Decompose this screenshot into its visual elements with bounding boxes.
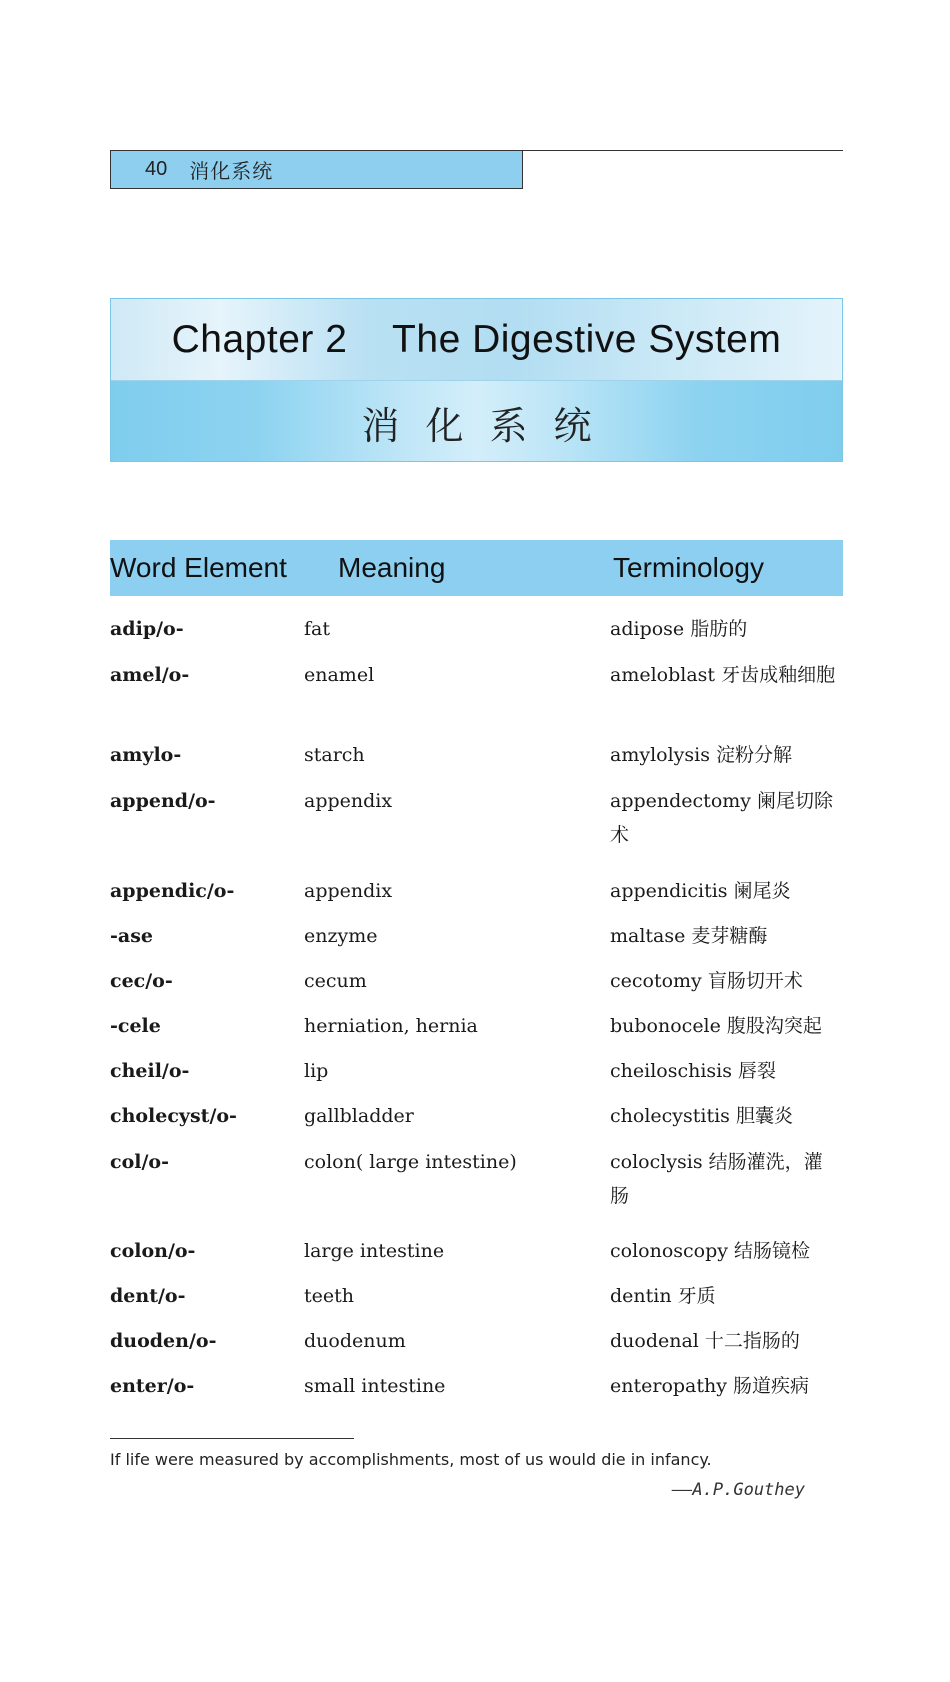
meaning: enzyme [304,925,378,947]
chapter-banner [110,298,843,462]
terminology: cheiloschisis 唇裂 [610,1060,777,1082]
meaning: herniation, hernia [304,1015,478,1037]
terminology: ameloblast 牙齿成釉细胞 [610,664,836,686]
meaning: fat [304,618,330,640]
meaning: lip [304,1060,329,1082]
terminology: dentin 牙质 [610,1285,716,1307]
word-element: col/o- [110,1151,169,1173]
word-element: duoden/o- [110,1330,217,1352]
meaning: appendix [304,880,393,902]
meaning: large intestine [304,1240,445,1262]
meaning: enamel [304,664,375,686]
meaning: teeth [304,1285,354,1307]
chapter-title: Chapter 2 The Digestive System [171,317,782,361]
terminology: adipose 脂肪的 [610,618,748,640]
terminology: coloclysis 结肠灌洗，灌肠 [610,1151,823,1207]
meaning: gallbladder [304,1105,414,1127]
meaning: small intestine [304,1375,446,1397]
meaning: duodenum [304,1330,406,1352]
meaning: colon( large intestine) [304,1151,517,1173]
terminology: enteropathy 肠道疾病 [610,1375,810,1397]
terminology: appendectomy 阑尾切除术 [610,790,834,846]
word-element: dent/o- [110,1285,186,1307]
word-element: -ase [110,925,153,947]
word-element: adip/o- [110,618,184,640]
word-element: amylo- [110,744,182,766]
footnote-author: ——A.P.Gouthey [671,1480,805,1500]
chapter-subtitle-band [111,381,842,462]
word-element: cholecyst/o- [110,1105,237,1127]
chapter-title-band [111,299,842,381]
terminology: colonoscopy 结肠镜检 [610,1240,811,1262]
meaning: appendix [304,790,393,812]
column-header-terminology: Terminology [613,552,764,583]
header-rule [523,150,843,151]
footnote-quote: If life were measured by accomplishments, most of us would die in infancy. [110,1450,712,1469]
table-header [110,540,843,596]
word-element: amel/o- [110,664,190,686]
column-header-meaning: Meaning [338,552,446,583]
word-element: enter/o- [110,1375,195,1397]
meaning: cecum [304,970,367,992]
running-header [110,150,523,189]
chapter-subtitle: 消化系统 [361,403,618,448]
running-section-title: 消化系统 [189,159,274,183]
terminology: amylolysis 淀粉分解 [610,744,793,766]
word-element: append/o- [110,790,216,812]
word-element: cec/o- [110,970,173,992]
terminology: appendicitis 阑尾炎 [610,880,791,902]
page-number: 40 [145,158,168,180]
footnote-rule [110,1438,354,1439]
terminology: bubonocele 腹股沟突起 [610,1015,822,1037]
word-element: -cele [110,1015,161,1037]
terminology: duodenal 十二指肠的 [610,1330,800,1352]
word-element: colon/o- [110,1240,196,1262]
word-element: cheil/o- [110,1060,190,1082]
column-header-word-element: Word Element [110,552,287,583]
word-element: appendic/o- [110,880,235,902]
terminology: cholecystitis 胆囊炎 [610,1105,793,1127]
terminology: maltase 麦芽糖酶 [610,925,768,947]
terminology: cecotomy 盲肠切开术 [610,970,803,992]
meaning: starch [304,744,365,766]
